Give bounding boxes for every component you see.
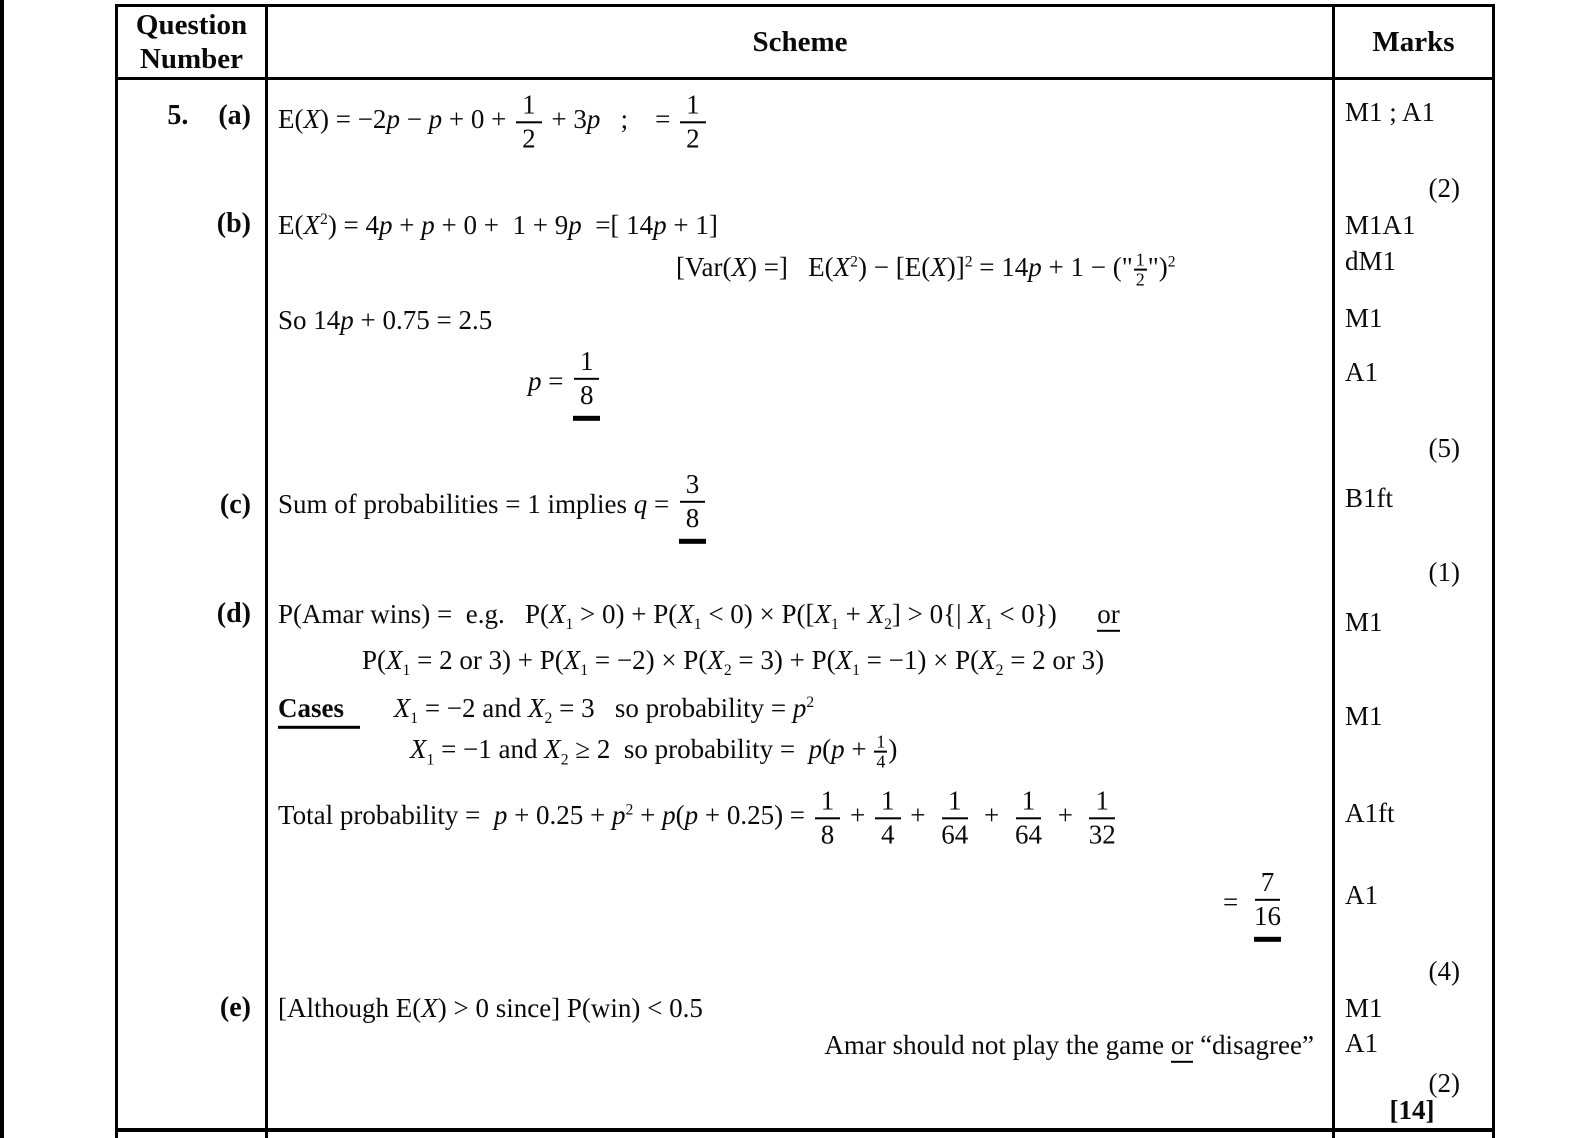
question-number: 5. [167, 100, 189, 131]
scheme-line-d2: $P(X_1 = 2$ or $3) + P(X_1 = -2) \times P(X_2 = 3) + P(X_1 = -1) \times P(X_2 = 2$ or 3) [362, 644, 1105, 680]
question-number-row [115, 100, 251, 132]
scheme-line-c1: Sum of probabilities = 1 implies q = $\frac{3}{8}$ [278, 470, 709, 544]
mark-b4: A1 [1345, 356, 1378, 387]
mark-question-total: [14] [1389, 1094, 1435, 1125]
table-row-bottom-border [115, 1128, 1495, 1132]
scheme-line-d3: Cases $X_1 = -2$ and $X_2 = 3$ so probability = $p^2$ [278, 692, 815, 728]
header-question-number: Question Number [135, 8, 248, 75]
scheme-line-d6: = $\frac{7}{16}$ [1223, 868, 1290, 942]
part-c-label: (c) [219, 489, 251, 520]
mark-e-total: (2) [1428, 1067, 1460, 1098]
mark-d4: A1 [1345, 879, 1378, 910]
mark-e2: A1 [1345, 1027, 1378, 1058]
marks-column-divider [1332, 4, 1335, 1138]
scheme-line-a1: E(X) = −2p − p + 0 + $\frac{1}{2}$ + 3p ; = $\frac{1}{2}$ [278, 90, 709, 153]
scheme-line-d4: $X_1 = -1$ and $X_2 \ge 2$ so probability = p(p + $\frac{1}{4}$ ) [410, 731, 898, 772]
mark-e1: M1 [1345, 992, 1383, 1023]
scheme-line-e1: [Although E(X) > 0 since] P(win) < 0.5 [278, 992, 703, 1023]
mark-d3: A1ft [1345, 797, 1395, 828]
table-header-divider [115, 77, 1495, 80]
mark-b2: dM1 [1345, 245, 1397, 276]
mark-a-total: (2) [1428, 172, 1460, 203]
mark-d1: M1 [1345, 606, 1383, 637]
mark-b-total: (5) [1428, 432, 1460, 463]
header-scheme: Scheme [752, 25, 848, 58]
question-column-divider [265, 4, 268, 1138]
mark-a: M1 ; A1 [1345, 96, 1436, 127]
scheme-line-b4: p = $\frac{1}{8}$ [528, 347, 603, 421]
scheme-line-b1: $E(X^2) = 4p + p + 0 + 1 + 9p$ =[ 14p + 1] [278, 209, 718, 240]
mark-b3: M1 [1345, 302, 1383, 333]
mark-c: B1ft [1345, 482, 1394, 513]
scan-edge-line [0, 0, 4, 1138]
table-border-right [1492, 4, 1495, 1138]
mark-b1: M1A1 [1345, 209, 1416, 240]
mark-d2: M1 [1345, 700, 1383, 731]
mark-d-total: (4) [1428, 955, 1460, 986]
part-a-label: (a) [218, 100, 251, 131]
scheme-line-b2: [Var(X) =] $E(X^2) - [E(X)]^2 = 14p + 1$ − (" $\frac{1}{2}$ ")$^2$ [676, 249, 1176, 290]
part-b-label: (b) [216, 208, 251, 239]
header-marks: Marks [1372, 25, 1455, 58]
scheme-line-d1: P(Amar wins) = e.g. $P(X_1 > 0) + P(X_1 < 0) \times P([X_1 + X_2] > 0\{|$ $X_1 < 0$}) or [278, 598, 1120, 634]
part-e-label: (e) [219, 992, 251, 1023]
mark-c-total: (1) [1428, 556, 1460, 587]
scheme-line-e2: Amar should not play the game or “disagree” [824, 1029, 1314, 1061]
scheme-line-d5: Total probability = $p + 0.25 + p^2 + p(p + 0.25)$ = $\frac{1}{8}$ + $\frac{1}{4}$ + $\frac{1}{64}$ + $\frac{1}{64}$ + $\frac{1}{32}$ [278, 785, 1116, 849]
part-d-label: (d) [216, 598, 251, 629]
scheme-line-b3: So 14p + 0.75 = 2.5 [278, 304, 493, 335]
table-border-left [115, 4, 118, 1138]
